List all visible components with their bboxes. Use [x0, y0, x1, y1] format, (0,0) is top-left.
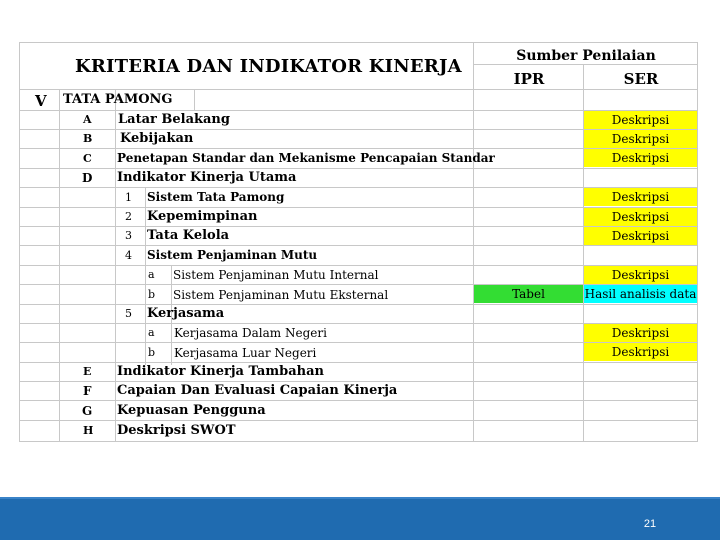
section-number: V [35, 92, 47, 110]
grid-line [19, 362, 698, 363]
criteria-table [19, 42, 698, 442]
row-code: 5 [125, 307, 132, 320]
ser-cell: Deskripsi [584, 111, 697, 129]
row-label: Capaian Dan Evaluasi Capaian Kinerja [117, 383, 398, 398]
ser-cell: Deskripsi [584, 343, 697, 361]
grid-line [115, 90, 116, 442]
grid-line [19, 304, 698, 305]
row-label: Kerjasama [147, 306, 225, 321]
page-number: 21 [643, 518, 657, 530]
grid-line [19, 420, 698, 421]
row-label: Tata Kelola [147, 228, 230, 243]
ser-cell: Deskripsi [584, 188, 697, 206]
ipr-column-header: IPR [513, 70, 545, 88]
row-label: Kebijakan [120, 131, 194, 146]
grid-line [194, 90, 195, 110]
row-code: F [83, 384, 92, 398]
table-title: KRITERIA DAN INDIKATOR KINERJA [75, 56, 462, 77]
row-label: Kerjasama Luar Negeri [174, 346, 317, 360]
row-label: Sistem Penjaminan Mutu Internal [173, 268, 379, 282]
grid-line [59, 90, 60, 442]
row-label: Kerjasama Dalam Negeri [174, 326, 327, 340]
row-label: Kepemimpinan [147, 209, 258, 224]
grid-line [19, 441, 698, 442]
grid-line [19, 400, 698, 401]
row-label: Sistem Penjaminan Mutu [147, 248, 318, 262]
grid-line [473, 42, 474, 442]
grid-line [19, 89, 698, 90]
row-code: G [82, 404, 93, 418]
row-code: D [82, 171, 93, 185]
row-code: A [83, 113, 92, 126]
row-code: B [83, 132, 93, 145]
ser-cell: Deskripsi [584, 130, 697, 148]
grid-line [145, 187, 146, 365]
ser-cell: Deskripsi [584, 324, 697, 342]
row-label: Penetapan Standar dan Mekanisme Pencapaian Standar [117, 151, 495, 165]
grid-line [19, 42, 698, 43]
row-code: 1 [125, 191, 132, 204]
ser-cell: Deskripsi [584, 208, 697, 226]
row-label: Latar Belakang [118, 112, 230, 127]
grid-line [19, 245, 698, 246]
row-label: Sistem Tata Pamong [147, 190, 285, 204]
row-code: b [148, 288, 156, 301]
slide-footer-bar [0, 497, 720, 540]
row-label: Kepuasan Pengguna [117, 403, 266, 418]
row-code: 2 [125, 210, 132, 223]
row-label: Indikator Kinerja Utama [117, 170, 297, 185]
row-label: Indikator Kinerja Tambahan [117, 364, 324, 379]
section-label: TATA PAMONG [63, 92, 173, 107]
grid-line [19, 42, 20, 442]
row-code: b [148, 346, 156, 359]
row-code: a [148, 326, 155, 339]
ser-cell: Deskripsi [584, 227, 697, 245]
ser-cell: Deskripsi [584, 149, 697, 167]
row-label: Sistem Penjaminan Mutu Eksternal [173, 288, 389, 302]
row-code: 4 [125, 249, 132, 262]
row-code: H [83, 424, 94, 437]
grid-line [19, 168, 698, 169]
grid-line [697, 42, 698, 442]
ser-cell: Hasil analisis data [584, 287, 697, 301]
row-code: C [83, 152, 92, 165]
row-label: Deskripsi SWOT [117, 423, 236, 438]
ipr-cell: Tabel [474, 285, 583, 303]
row-code: E [83, 365, 92, 378]
grid-line [19, 381, 698, 382]
footer-divider [0, 497, 720, 499]
ser-column-header: SER [623, 70, 659, 88]
grid-line [473, 64, 698, 65]
row-code: a [148, 268, 155, 281]
row-code: 3 [125, 229, 132, 242]
ser-cell: Deskripsi [584, 266, 697, 284]
source-header: Sumber Penilaian [516, 48, 656, 64]
